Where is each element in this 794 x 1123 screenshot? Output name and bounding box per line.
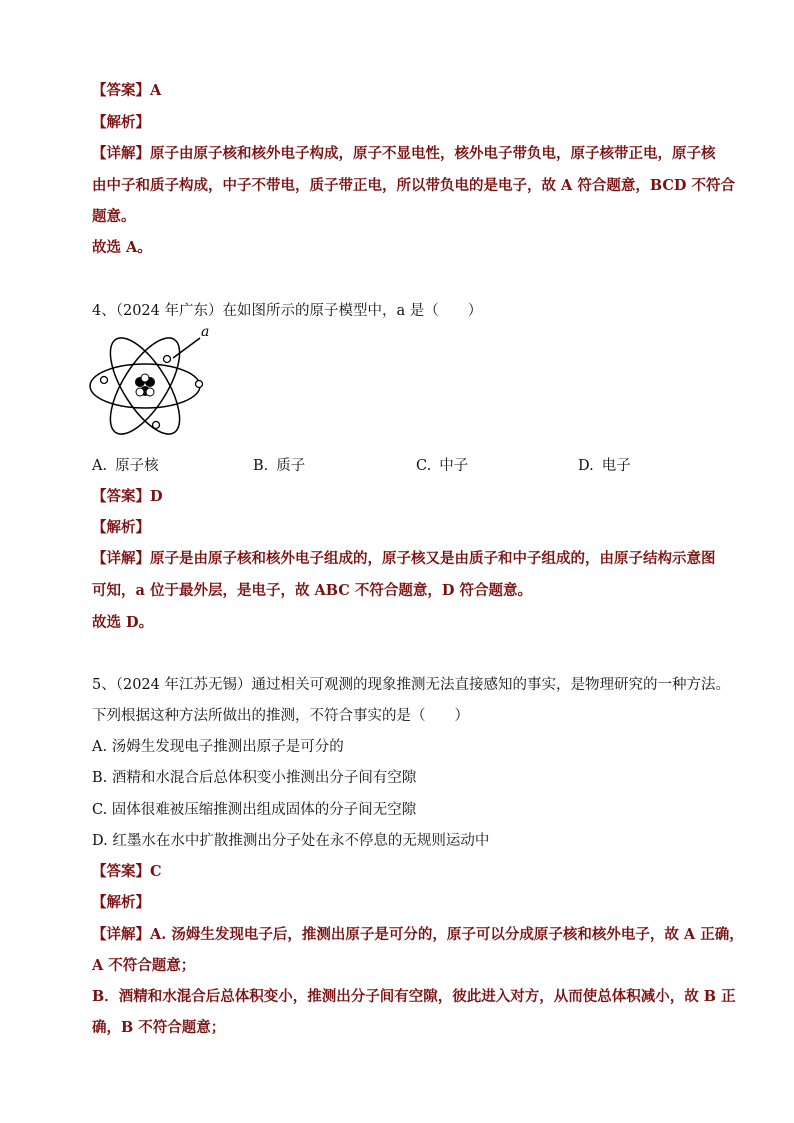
answer-label: 【答案】C — [92, 863, 162, 880]
electron — [196, 381, 203, 388]
analysis-label: 【解析】 — [92, 894, 150, 911]
electron — [153, 422, 160, 429]
choice-text: 故选 D。 — [92, 614, 154, 631]
detail-line: B．酒精和水混合后总体积变小，推测出分子间有空隙，彼此进入对方，从而使总体积减小，故 B 正 — [92, 988, 736, 1005]
choice-text: 故选 A。 — [92, 239, 152, 256]
electron — [101, 377, 108, 384]
answer-label: 【答案】D — [92, 488, 163, 505]
question-5-stem: 5、（2024 年江苏无锡）通过相关可观测的现象推测无法直接感知的事实，是物理研究的一种方法。 — [92, 677, 730, 693]
nucleus — [135, 374, 155, 396]
option-d: D. 红墨水在水中扩散推测出分子处在永不停息的无规则运动中 — [92, 833, 490, 849]
question-5-stem: 下列根据这种方法所做出的推测，不符合事实的是（ ） — [92, 708, 469, 724]
detail-line: 确，B 不符合题意； — [92, 1019, 226, 1036]
atom-model-figure — [88, 322, 216, 450]
answer-label: 【答案】A — [92, 82, 162, 99]
option-b: B. 质子 — [253, 458, 306, 474]
detail-line: 【详解】原子是由原子核和核外电子组成的，原子核又是由质子和中子组成的，由原子结构示意图 — [92, 550, 716, 567]
detail-line: 由中子和质子构成，中子不带电，质子带正电，所以带负电的是电子，故 A 符合题意，BCD 不符合 — [92, 177, 736, 194]
figure-label-a: a — [201, 324, 210, 340]
question-4-stem: 4、（2024 年广东）在如图所示的原子模型中，a 是（ ） — [92, 303, 483, 319]
detail-line: 可知，a 位于最外层，是电子，故 ABC 不符合题意，D 符合题意。 — [92, 582, 532, 599]
option-c: C. 固体很难被压缩推测出组成固体的分子间无空隙 — [92, 802, 417, 818]
electron-a — [164, 356, 171, 363]
analysis-label: 【解析】 — [92, 519, 150, 536]
option-c: C. 中子 — [416, 458, 469, 474]
option-a: A. 原子核 — [92, 458, 159, 474]
analysis-label: 【解析】 — [92, 114, 150, 131]
detail-line: 【详解】A. 汤姆生发现电子后，推测出原子是可分的，原子可以分成原子核和核外电子，故 A 正确， — [92, 926, 744, 943]
option-b: B. 酒精和水混合后总体积变小推测出分子间有空隙 — [92, 770, 417, 786]
option-a: A. 汤姆生发现电子推测出原子是可分的 — [92, 739, 344, 755]
detail-line: 【详解】原子由原子核和核外电子构成，原子不显电性，核外电子带负电，原子核带正电，原子核 — [92, 145, 716, 162]
option-d: D. 电子 — [578, 458, 631, 474]
detail-line: A 不符合题意； — [92, 957, 196, 974]
detail-line: 题意。 — [92, 208, 136, 225]
